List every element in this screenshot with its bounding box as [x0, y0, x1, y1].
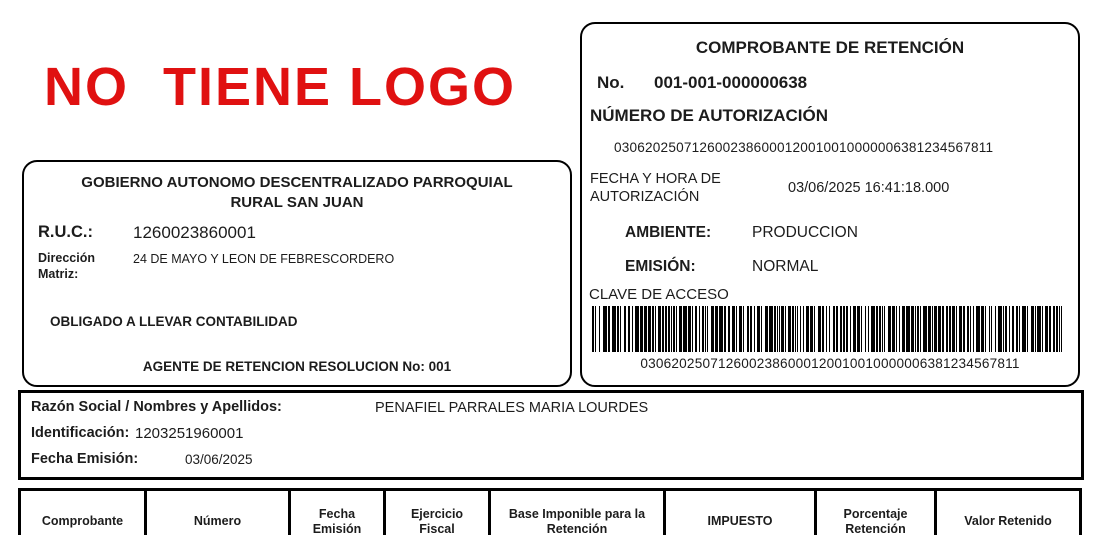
retention-detail-table — [18, 488, 1082, 535]
col-header-fecha-emision: Fecha Emisión — [290, 490, 385, 535]
col-header-impuesto: IMPUESTO — [665, 490, 816, 535]
emitter-info-box — [22, 160, 572, 387]
ruc-label: R.U.C.: — [38, 223, 93, 241]
environment-value: PRODUCCION — [752, 224, 858, 241]
barcode-image — [592, 306, 1068, 352]
no-logo-placeholder: NO TIENE LOGO — [44, 57, 517, 117]
receipt-title: COMPROBANTE DE RETENCIÓN — [695, 38, 965, 57]
company-name-line2: RURAL SAN JUAN — [230, 194, 364, 211]
emission-label: EMISIÓN: — [625, 258, 696, 275]
emission-date-label: Fecha Emisión: — [31, 451, 139, 467]
col-header-numero: Número — [146, 490, 290, 535]
address-label: Dirección Matriz: — [38, 251, 95, 281]
address-value: 24 DE MAYO Y LEON DE FEBRESCORDERO — [133, 252, 395, 266]
receipt-number-value: 001-001-000000638 — [654, 73, 808, 92]
customer-id-value: 1203251960001 — [135, 425, 244, 442]
emission-value: NORMAL — [752, 258, 819, 275]
emission-date-value: 03/06/2025 — [185, 452, 253, 467]
access-key-number: 0306202507126002386000120010010000006381234567811 — [640, 356, 1020, 371]
access-key-label: CLAVE DE ACCESO — [589, 286, 729, 303]
auth-datetime-label: FECHA Y HORA DE AUTORIZACIÓN — [590, 171, 721, 205]
receipt-number-label: No. — [597, 73, 625, 92]
retention-agent-note: AGENTE DE RETENCION RESOLUCION No: 001 — [142, 359, 452, 374]
authorization-number: 0306202507126002386000120010010000006381234567811 — [614, 140, 994, 155]
ruc-value: 1260023860001 — [133, 223, 256, 242]
customer-name-label: Razón Social / Nombres y Apellidos: — [31, 399, 282, 415]
customer-info-box — [18, 390, 1084, 480]
col-header-ejercicio-fiscal: Ejercicio Fiscal — [385, 490, 490, 535]
auth-datetime-value: 03/06/2025 16:41:18.000 — [788, 180, 950, 196]
authorization-label: NÚMERO DE AUTORIZACIÓN — [590, 106, 828, 125]
table-header-row — [20, 490, 1081, 535]
environment-label: AMBIENTE: — [625, 224, 712, 241]
col-header-valor-retenido: Valor Retenido — [936, 490, 1081, 535]
company-name — [24, 173, 570, 213]
customer-id-label: Identificación: — [31, 425, 130, 441]
customer-name-value: PENAFIEL PARRALES MARIA LOURDES — [375, 400, 649, 416]
col-header-porcentaje-retencion: Porcentaje Retención — [816, 490, 936, 535]
accounting-note: OBLIGADO A LLEVAR CONTABILIDAD — [50, 314, 298, 329]
col-header-comprobante: Comprobante — [20, 490, 146, 535]
receipt-info-box — [580, 22, 1080, 387]
company-name-line1: GOBIERNO AUTONOMO DESCENTRALIZADO PARROQUIAL — [81, 174, 513, 191]
col-header-base-imponible: Base Imponible para la Retención — [490, 490, 665, 535]
